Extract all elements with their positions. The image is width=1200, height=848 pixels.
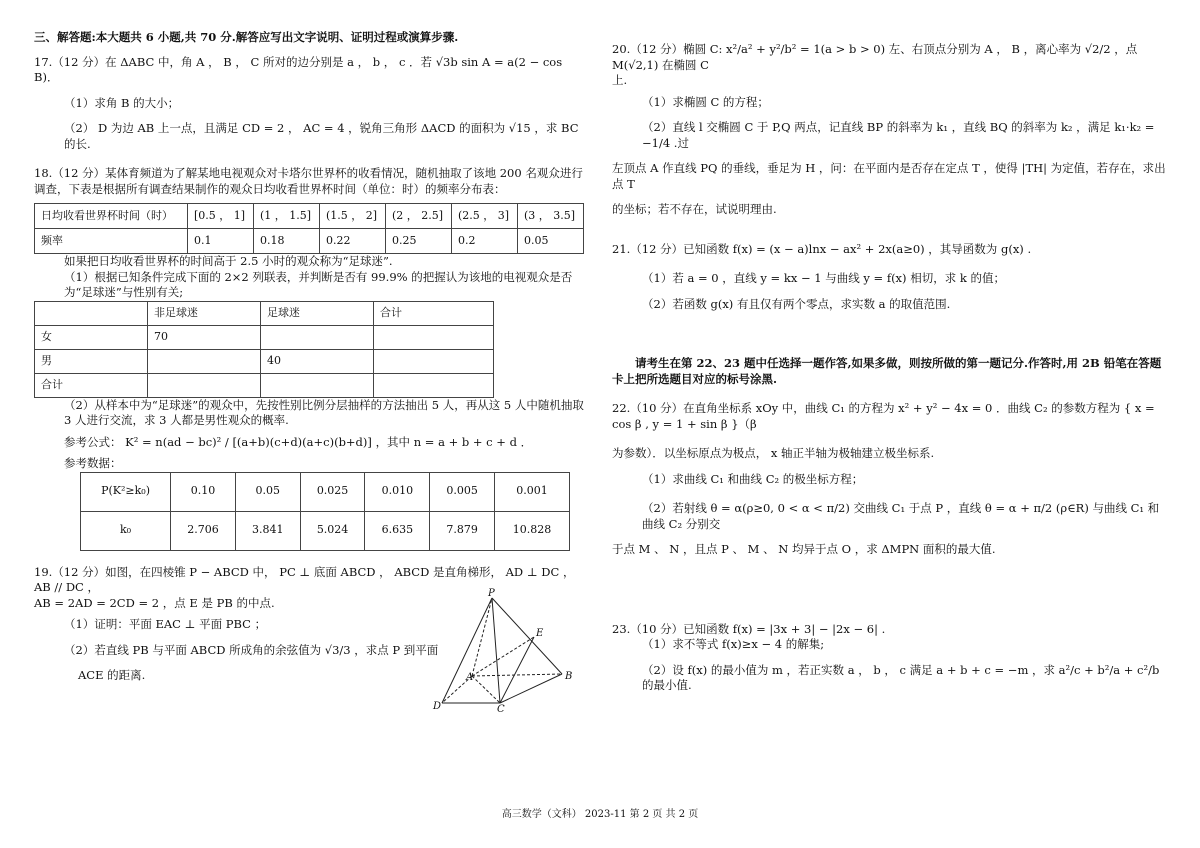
table-row (35, 373, 494, 397)
table-cell: (1 ， 1.5] (254, 204, 320, 229)
page-footer: 高三数学（文科） 2023-11 第 2 页 共 2 页 (501, 809, 699, 820)
q19-part2: （2）若直线 PB 与平面 ABCD 所成角的余弦值为 √3/3 ，求点 P 到平面 (64, 642, 439, 657)
label-p: P (488, 588, 495, 599)
q22-stem: 22.（10 分）在直角坐标系 xOy 中，曲线 C₁ 的方程为 x² + y² − 4x = 0 ．曲线 C₂ 的参数方程为 { x = cos β , y = 1 + sin β }（β (612, 401, 1155, 431)
table-cell (374, 373, 494, 397)
table-row (81, 472, 570, 511)
table-cell: 2.706 (171, 511, 236, 550)
table-cell: 40 (261, 349, 374, 373)
table-cell: 6.635 (365, 511, 430, 550)
right-column (612, 42, 1170, 694)
pyramid-figure (432, 588, 582, 713)
edge-cb (500, 674, 562, 703)
q22-part2: （2）若射线 θ = α(ρ≥0, 0 < α < π/2) 交曲线 C₁ 于点 P ，直线 θ = α + π/2 (ρ∈R) 与曲线 C₁ 和曲线 C₂ 分别交 (642, 501, 1160, 531)
table-cell: 女 (35, 325, 148, 349)
edge-ae (472, 637, 534, 676)
q23-part1: （1）求不等式 f(x)≥x − 4 的解集; (642, 637, 825, 652)
q19-part1: （1）证明：平面 EAC ⊥ 平面 PBC ； (64, 617, 267, 632)
table-cell (35, 301, 148, 325)
q23-stem: 23.（10 分）已知函数 f(x) = |3x + 3| − |2x − 6| . (612, 621, 886, 636)
formula-tail: ，其中 n = a + b + c + d ． (375, 434, 533, 449)
data-label: 参考数据： (64, 456, 122, 471)
q20-part1: （1）求椭圆 C 的方程； (642, 94, 769, 109)
q23-part2: （2）设 f(x) 的最小值为 m ，若正实数 a ， b ， c 满足 a + b + c = −m ，求 a²/c + b²/a + c²/b 的最小值. (642, 662, 1160, 693)
q22-part2-cont: 于点 M 、 N ，且点 P 、 M 、 N 均异于点 O ，求 ΔMPN 面积的最大值. (612, 542, 996, 557)
table-row (35, 229, 584, 254)
table-cell: 0.05 (518, 229, 584, 254)
edge-ce (500, 637, 534, 703)
table-cell: 男 (35, 349, 148, 373)
table-cell: 0.005 (430, 472, 495, 511)
table-cell: (1.5 ， 2] (320, 204, 386, 229)
formula: K² = n(ad − bc)² / [(a+b)(c+d)(a+c)(b+d)] (125, 434, 372, 449)
table-cell: 7.879 (430, 511, 495, 550)
table-cell (148, 349, 261, 373)
edge-pc (492, 598, 500, 703)
table-cell: 0.001 (495, 472, 570, 511)
q20-stem-cont: 上. (612, 73, 628, 88)
table-cell: 3.841 (235, 511, 300, 550)
q21-part1: （1）若 a = 0 ，直线 y = kx − 1 与曲线 y = f(x) 相切，求 k 的值； (642, 271, 1005, 286)
table-row (35, 301, 494, 325)
table-cell (148, 373, 261, 397)
left-column (34, 30, 590, 684)
table-cell: k₀ (81, 511, 171, 550)
q20-part2-end: 的坐标；若不存在，试说明理由. (612, 202, 777, 217)
q20-part2-cont: 左顶点 A 作直线 PQ 的垂线，垂足为 H ，问：在平面内是否存在定点 T ，使得 |TH| 为定值，若存在，求出点 T (612, 161, 1166, 191)
table-cell: P(K²≥k₀) (81, 472, 171, 511)
table-cell: 非足球迷 (148, 301, 261, 325)
q20-part2: （2）直线 l 交椭圆 C 于 P,Q 两点，记直线 BP 的斜率为 k₁ ，直线 BQ 的斜率为 k₂ ，满足 k₁·k₂ = −1/4 .过 (642, 120, 1155, 150)
q18-stem: 18.（12 分）某体育频道为了解某地电视观众对卡塔尔世界杯的收看情况，随机抽取了该地 200 名观众进行调查，下表是根据所有调查结果制作的观众日均收看世界杯时间（单位：时）的频率分布表： (34, 166, 583, 196)
q21-stem: 21.（12 分）已知函数 f(x) = (x − a)lnx − ax² + 2x(a≥0) ，其导函数为 g(x) . (612, 241, 1032, 256)
table-cell (374, 325, 494, 349)
q18-note: 如果把日均收看世界杯的时间高于 2.5 小时的观众称为“足球迷”. (64, 254, 393, 269)
contingency-table (34, 301, 494, 398)
edge-pd (442, 598, 492, 703)
q17-part2: （2） D 为边 AB 上一点，且满足 CD = 2 ， AC = 4 ，锐角三角形 ΔACD 的面积为 √15 ，求 BC 的长. (64, 121, 579, 151)
edge-pa (472, 598, 492, 676)
q19-part2-cont: ACE 的距离. (78, 668, 146, 683)
table-row (35, 349, 494, 373)
q22-stem-cont: 为参数）．以坐标原点为极点， x 轴正半轴为极轴建立极坐标系. (612, 446, 935, 461)
table-cell: 日均收看世界杯时间（时） (35, 204, 188, 229)
edge-pb (492, 598, 562, 674)
table-row (35, 204, 584, 229)
elective-instruction: 请考生在第 22、23 题中任选择一题作答,如果多做，则按所做的第一题记分.作答时,用 2B 铅笔在答题卡上把所选题目对应的标号涂黑. (612, 356, 1162, 386)
label-d: D (433, 701, 442, 712)
edge-ab (472, 674, 562, 676)
table-cell: 0.25 (386, 229, 452, 254)
q17-part1: （1）求角 B 的大小； (64, 95, 180, 110)
formula-label: 参考公式： (64, 434, 122, 449)
table-cell (261, 325, 374, 349)
label-e: E (536, 628, 544, 639)
label-c: C (497, 704, 505, 713)
table-cell: 0.05 (235, 472, 300, 511)
q19-stem: 19.（12 分）如图，在四棱锥 P − ABCD 中， PC ⊥ 底面 ABCD ， ABCD 是直角梯形， AD ⊥ DC ， AB // DC ， (34, 564, 575, 595)
table-cell: 0.010 (365, 472, 430, 511)
section-header: 三、解答题:本大题共 6 小题,共 70 分.解答应写出文字说明、证明过程或演算步骤. (34, 30, 459, 44)
formula-line (34, 435, 590, 451)
label-a: A (466, 672, 474, 683)
table-cell: (2.5 ， 3] (452, 204, 518, 229)
q21-part2: （2）若函数 g(x) 有且仅有两个零点，求实数 a 的取值范围. (642, 296, 951, 311)
table-cell: 0.22 (320, 229, 386, 254)
label-b: B (565, 671, 573, 682)
table-cell: 合计 (35, 373, 148, 397)
table-cell: 足球迷 (261, 301, 374, 325)
table-cell (261, 373, 374, 397)
table-cell: [0.5 ， 1] (188, 204, 254, 229)
table-cell: (2 ， 2.5] (386, 204, 452, 229)
edge-ac (472, 676, 500, 703)
table-cell: 0.1 (188, 229, 254, 254)
q22-part1: （1）求曲线 C₁ 和曲线 C₂ 的极坐标方程； (642, 471, 864, 486)
table-cell: 0.10 (171, 472, 236, 511)
reference-table (80, 472, 570, 551)
table-cell: 合计 (374, 301, 494, 325)
q18-part2: （2）从样本中为“足球迷”的观众中，先按性别比例分层抽样的方法抽出 5 人，再从这 5 人中随机抽取 3 人进行交流，求 3 人都是男性观众的概率. (64, 397, 584, 428)
table-cell: 5.024 (300, 511, 365, 550)
table-cell (374, 349, 494, 373)
table-cell: 0.025 (300, 472, 365, 511)
q17-stem: 17.（12 分）在 ΔABC 中，角 A ， B ， C 所对的边分别是 a ， b ， c ．若 √3b sin A = a(2 − cos B)． (34, 54, 563, 85)
table-cell: 10.828 (495, 511, 570, 550)
frequency-table (34, 203, 584, 254)
table-cell: 0.18 (254, 229, 320, 254)
table-cell: 频率 (35, 229, 188, 254)
table-cell: 0.2 (452, 229, 518, 254)
table-row (35, 325, 494, 349)
q18-part1: （1）根据已知条件完成下面的 2×2 列联表，并判断是否有 99.9% 的把握认为该地的电视观众是否为“足球迷”与性别有关; (64, 269, 573, 300)
q20-stem: 20.（12 分）椭圆 C: x²/a² + y²/b² = 1(a > b > 0) 左、右顶点分别为 A ， B ，离心率为 √2/2 ，点 M(√2,1) 在椭圆 C (612, 42, 1138, 72)
table-cell: 70 (148, 325, 261, 349)
table-cell: (3 ， 3.5] (518, 204, 584, 229)
q19-stem-cont: AB = 2AD = 2CD = 2 ，点 E 是 PB 的中点. (34, 595, 275, 610)
table-row (81, 511, 570, 550)
